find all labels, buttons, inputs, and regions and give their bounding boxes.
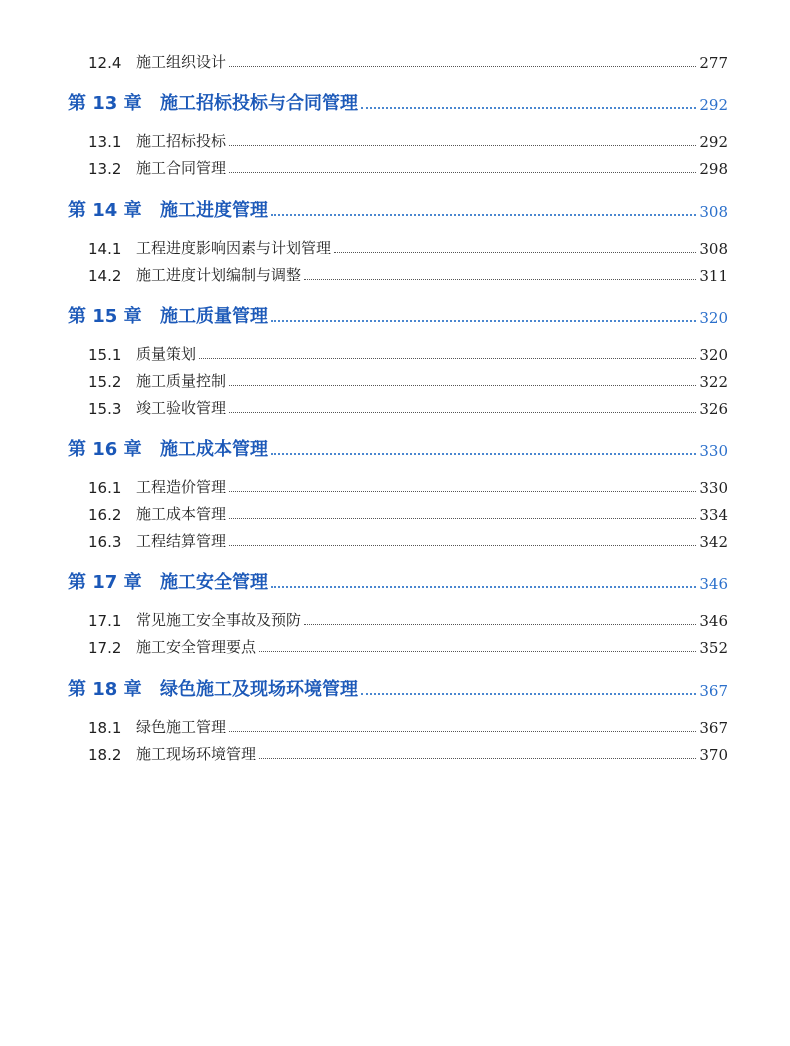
- dot-leader: [271, 214, 696, 216]
- section-title: 施工进度计划编制与调整: [136, 266, 302, 284]
- section-title: 施工组织设计: [136, 53, 227, 71]
- toc-section-12-4[interactable]: [88, 50, 728, 72]
- dot-leader: [271, 453, 696, 455]
- dot-leader: [229, 385, 696, 386]
- dot-leader: [361, 107, 696, 109]
- section-title: 施工质量控制: [136, 372, 227, 390]
- dot-leader: [199, 358, 696, 359]
- section-number: 17.2: [88, 639, 122, 657]
- section-number: 17.1: [88, 612, 122, 630]
- toc-section-16-1[interactable]: [88, 475, 728, 497]
- dot-leader: [304, 624, 696, 625]
- chapter-number: 第 18 章: [68, 679, 142, 700]
- section-title: 工程结算管理: [136, 532, 227, 550]
- page-number: 370: [699, 746, 728, 764]
- toc-section-17-2[interactable]: [88, 635, 728, 657]
- section-number: 15.1: [88, 346, 122, 364]
- toc-section-14-2[interactable]: [88, 263, 728, 285]
- chapter-title: 施工安全管理: [160, 572, 268, 593]
- section-number: 13.2: [88, 160, 122, 178]
- section-number: 16.3: [88, 533, 122, 551]
- page-number: 311: [699, 267, 728, 285]
- section-number: 18.2: [88, 746, 122, 764]
- toc-section-15-1[interactable]: [88, 342, 728, 364]
- toc-section-13-1[interactable]: [88, 129, 728, 151]
- dot-leader: [259, 651, 696, 652]
- section-title: 竣工验收管理: [136, 399, 227, 417]
- toc-section-18-2[interactable]: [88, 742, 728, 764]
- dot-leader: [229, 491, 696, 492]
- page-number: 330: [699, 479, 728, 497]
- section-title: 质量策划: [136, 345, 197, 363]
- toc-section-15-2[interactable]: [88, 369, 728, 391]
- dot-leader: [304, 279, 696, 280]
- toc-section-18-1[interactable]: [88, 715, 728, 737]
- section-title: 施工合同管理: [136, 159, 227, 177]
- dot-leader: [229, 145, 696, 146]
- chapter-title: 施工质量管理: [160, 306, 268, 327]
- page-number: 346: [699, 612, 728, 630]
- dot-leader: [259, 758, 696, 759]
- toc-chapter-18[interactable]: [68, 675, 728, 701]
- chapter-number: 第 13 章: [68, 93, 142, 114]
- dot-leader: [229, 412, 696, 413]
- page-number: 320: [699, 346, 728, 364]
- toc-chapter-14[interactable]: [68, 196, 728, 222]
- toc-chapter-13[interactable]: [68, 89, 728, 115]
- chapter-number: 第 14 章: [68, 200, 142, 221]
- section-title: 施工成本管理: [136, 505, 227, 523]
- dot-leader: [271, 320, 696, 322]
- section-title: 施工安全管理要点: [136, 638, 257, 656]
- section-number: 15.2: [88, 373, 122, 391]
- section-title: 常见施工安全事故及预防: [136, 611, 302, 629]
- section-title: 工程造价管理: [136, 478, 227, 496]
- dot-leader: [334, 252, 696, 253]
- chapter-number: 第 16 章: [68, 439, 142, 460]
- section-number: 18.1: [88, 719, 122, 737]
- page-number: 292: [699, 96, 728, 114]
- toc-chapter-17[interactable]: [68, 568, 728, 594]
- toc-section-17-1[interactable]: [88, 608, 728, 630]
- dot-leader: [229, 518, 696, 519]
- dot-leader: [229, 545, 696, 546]
- toc-chapter-16[interactable]: [68, 435, 728, 461]
- page-number: 330: [699, 442, 728, 460]
- dot-leader: [271, 586, 696, 588]
- toc-section-16-2[interactable]: [88, 502, 728, 524]
- dot-leader: [229, 172, 696, 173]
- section-title: 施工招标投标: [136, 132, 227, 150]
- dot-leader: [229, 66, 696, 67]
- page-number: 352: [699, 639, 728, 657]
- chapter-title: 施工招标投标与合同管理: [160, 93, 358, 114]
- section-title: 工程进度影响因素与计划管理: [136, 239, 332, 257]
- section-number: 16.2: [88, 506, 122, 524]
- page-number: 367: [699, 719, 728, 737]
- page-number: 326: [699, 400, 728, 418]
- section-number: 14.2: [88, 267, 122, 285]
- page-number: 320: [699, 309, 728, 327]
- toc-chapter-15[interactable]: [68, 302, 728, 328]
- toc-section-15-3[interactable]: [88, 396, 728, 418]
- toc-section-16-3[interactable]: [88, 529, 728, 551]
- dot-leader: [229, 731, 696, 732]
- chapter-number: 第 15 章: [68, 306, 142, 327]
- page-number: 277: [699, 54, 728, 72]
- page-number: 298: [699, 160, 728, 178]
- section-number: 12.4: [88, 54, 122, 72]
- chapter-title: 施工进度管理: [160, 200, 268, 221]
- section-number: 14.1: [88, 240, 122, 258]
- section-number: 13.1: [88, 133, 122, 151]
- chapter-title: 施工成本管理: [160, 439, 268, 460]
- page-number: 308: [699, 240, 728, 258]
- section-number: 15.3: [88, 400, 122, 418]
- section-title: 绿色施工管理: [136, 718, 227, 736]
- page-number: 322: [699, 373, 728, 391]
- page-number: 346: [699, 575, 728, 593]
- page-number: 292: [699, 133, 728, 151]
- section-number: 16.1: [88, 479, 122, 497]
- page-number: 334: [699, 506, 728, 524]
- chapter-title: 绿色施工及现场环境管理: [160, 679, 358, 700]
- toc-section-13-2[interactable]: [88, 156, 728, 178]
- dot-leader: [361, 693, 696, 695]
- chapter-number: 第 17 章: [68, 572, 142, 593]
- section-title: 施工现场环境管理: [136, 745, 257, 763]
- page-number: 342: [699, 533, 728, 551]
- toc-section-14-1[interactable]: [88, 236, 728, 258]
- page-number: 308: [699, 203, 728, 221]
- page-number: 367: [699, 682, 728, 700]
